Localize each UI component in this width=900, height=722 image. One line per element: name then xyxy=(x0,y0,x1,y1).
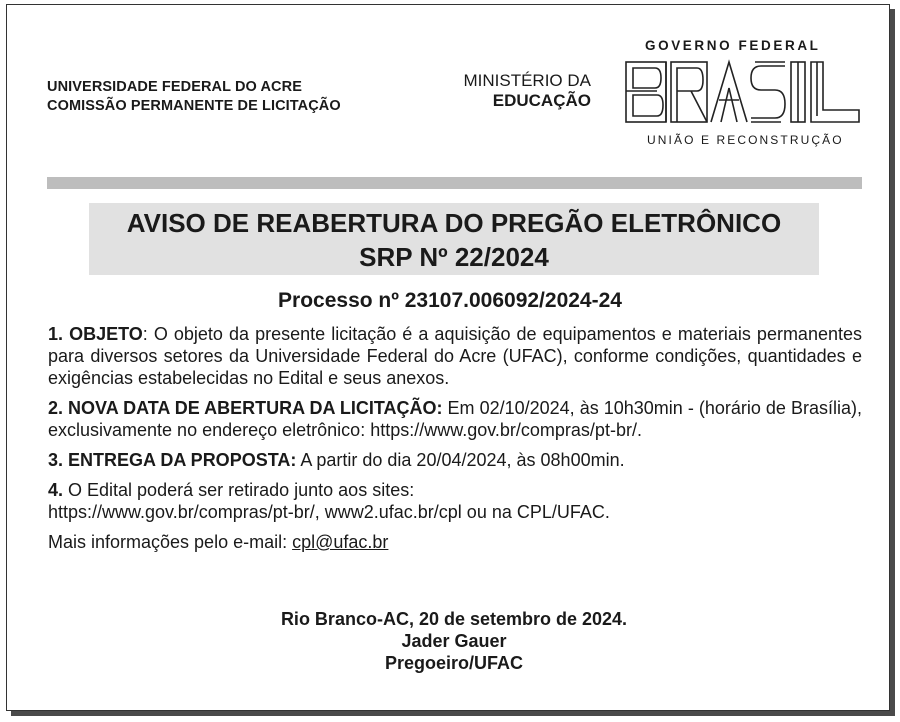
section-heading: 2. NOVA DATA DE ABERTURA DA LICITAÇÃO: xyxy=(48,398,443,418)
place-date: Rio Branco-AC, 20 de setembro de 2024. xyxy=(280,609,628,629)
section-edital xyxy=(48,479,862,523)
section-heading: 1. OBJETO xyxy=(48,324,143,344)
section-nova-data xyxy=(48,397,862,441)
signature-block xyxy=(0,608,900,674)
title-line-1: AVISO DE REABERTURA DO PREGÃO ELETRÔNICO xyxy=(126,208,782,238)
section-text: Em 02/10/2024, às 10h30min - (horário de Brasília), exclusivamente no endereço eletrônico: https://www.gov.br/compras/pt-br/. xyxy=(48,398,862,440)
section-text: : O objeto da presente licitação é a aquisição de equipamentos e materiais permanentes para diversos setores da Universidade Federal do Acre (UFAC), conforme condições, quantidades e exigências estabelecidas no Edital e seus anexos. xyxy=(48,324,862,388)
section-entrega xyxy=(48,449,862,471)
ministry-block xyxy=(455,71,591,111)
section-text: A partir do dia 20/04/2024, às 08h00min. xyxy=(296,450,625,470)
contact-line xyxy=(48,531,862,553)
notice-title xyxy=(89,203,819,275)
ministry-name: EDUCAÇÃO xyxy=(492,91,591,110)
commission-name: COMISSÃO PERMANENTE DE LICITAÇÃO xyxy=(47,98,341,114)
logo-letter-l xyxy=(811,62,859,122)
institution-block xyxy=(47,78,341,116)
signer-name: Jader Gauer xyxy=(401,631,507,651)
header-divider xyxy=(47,177,862,189)
contact-email-link[interactable]: cpl@ufac.br xyxy=(292,532,389,552)
gov-slogan: UNIÃO E RECONSTRUÇÃO xyxy=(647,133,844,147)
title-line-2: SRP Nº 22/2024 xyxy=(359,242,549,272)
section-heading: 4. xyxy=(48,480,64,500)
institution-name: UNIVERSIDADE FEDERAL DO ACRE xyxy=(47,79,302,95)
section-links: https://www.gov.br/compras/pt-br/, www2.ufac.br/cpl ou na CPL/UFAC. xyxy=(48,502,610,522)
logo-letter-a xyxy=(711,62,747,122)
brasil-logo xyxy=(625,58,862,128)
notice-body xyxy=(48,323,862,561)
logo-letter-s xyxy=(751,62,785,122)
contact-prefix: Mais informações pelo e-mail: xyxy=(48,532,293,552)
section-heading: 3. ENTREGA DA PROPOSTA: xyxy=(48,450,297,470)
section-objeto xyxy=(48,323,862,389)
section-text: O Edital poderá ser retirado junto aos sites: xyxy=(63,480,415,500)
process-number: Processo nº 23107.006092/2024-24 xyxy=(278,289,622,312)
signer-role: Pregoeiro/UFAC xyxy=(384,653,524,673)
ministry-label: MINISTÉRIO DA xyxy=(463,71,591,90)
gov-federal-label: GOVERNO FEDERAL xyxy=(645,38,821,53)
